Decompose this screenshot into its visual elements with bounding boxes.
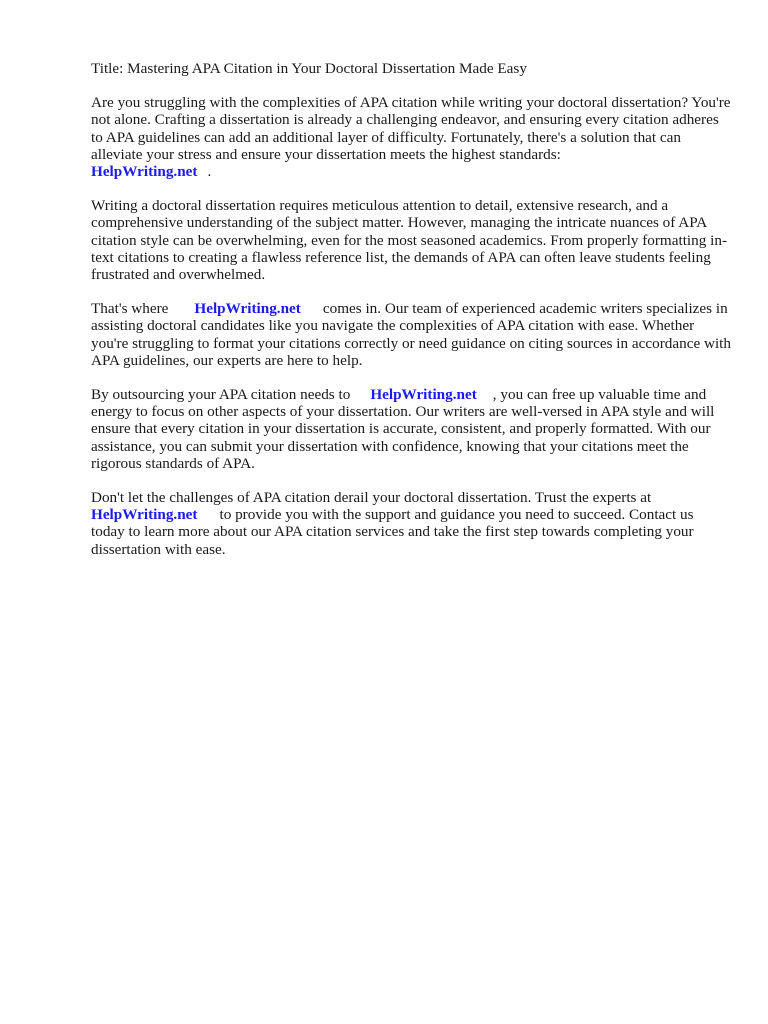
paragraph-closing (91, 489, 731, 558)
paragraph-thats-where-start: That's where (91, 300, 169, 318)
paragraph-outsourcing (91, 386, 731, 472)
paragraph-closing-rest: to provide you with the support and guidance you need to succeed. Contact us today to learn more about our APA citation services and take the first step towards completing your dissertation with ease. (91, 506, 694, 558)
helpwriting-link-1[interactable]: HelpWriting.net (91, 163, 198, 181)
paragraph-closing-start: Don't let the challenges of APA citation derail your doctoral dissertation. Trust the experts at (91, 489, 652, 507)
paragraph-intro (91, 94, 731, 180)
helpwriting-link-4[interactable]: HelpWriting.net (91, 506, 198, 524)
paragraph-thats-where (91, 300, 731, 369)
paragraph-intro-end: . (207, 163, 212, 181)
paragraph-thats-where-rest: comes in. Our team of experienced academic writers specializes in assisting doctoral candidates like you navigate the complexities of APA citation with ease. Whether you're struggling to format your citations correctly or need guidance on citing sources in accordance with APA guidelines, our experts are here to help. (91, 300, 731, 369)
helpwriting-link-2[interactable]: HelpWriting.net (194, 300, 301, 318)
document-page (91, 60, 731, 575)
paragraph-outsourcing-rest: , you can free up valuable time and energy to focus on other aspects of your dissertation. Our writers are well-versed in APA style and will ensure that every citation in your dissertation is accurate, consistent, and properly formatted. With our assistance, you can submit your dissertation with confidence, knowing that your citations meet the rigorous standards of APA. (91, 386, 715, 472)
paragraph-writing: Writing a doctoral dissertation requires meticulous attention to detail, extensive research, and a comprehensive understanding of the subject matter. However, managing the intricate nuances of APA citation style can be overwhelming, even for the most seasoned academics. From properly formatting in-text citations to creating a flawless reference list, the demands of APA can often leave students feeling frustrated and overwhelmed. (91, 197, 727, 284)
document-title: Title: Mastering APA Citation in Your Doctoral Dissertation Made Easy (91, 60, 527, 77)
paragraph-intro-text: Are you struggling with the complexities of APA citation while writing your doctoral dissertation? You're not alone. Crafting a dissertation is already a challenging endeavor, and ensuring every citation adheres to APA guidelines can add an additional layer of difficulty. Fortunately, there's a solution that can alleviate your stress and ensure your dissertation meets the highest standards: (91, 94, 731, 163)
paragraph-outsourcing-start: By outsourcing your APA citation needs to (91, 386, 351, 404)
helpwriting-link-3[interactable]: HelpWriting.net (370, 386, 477, 404)
